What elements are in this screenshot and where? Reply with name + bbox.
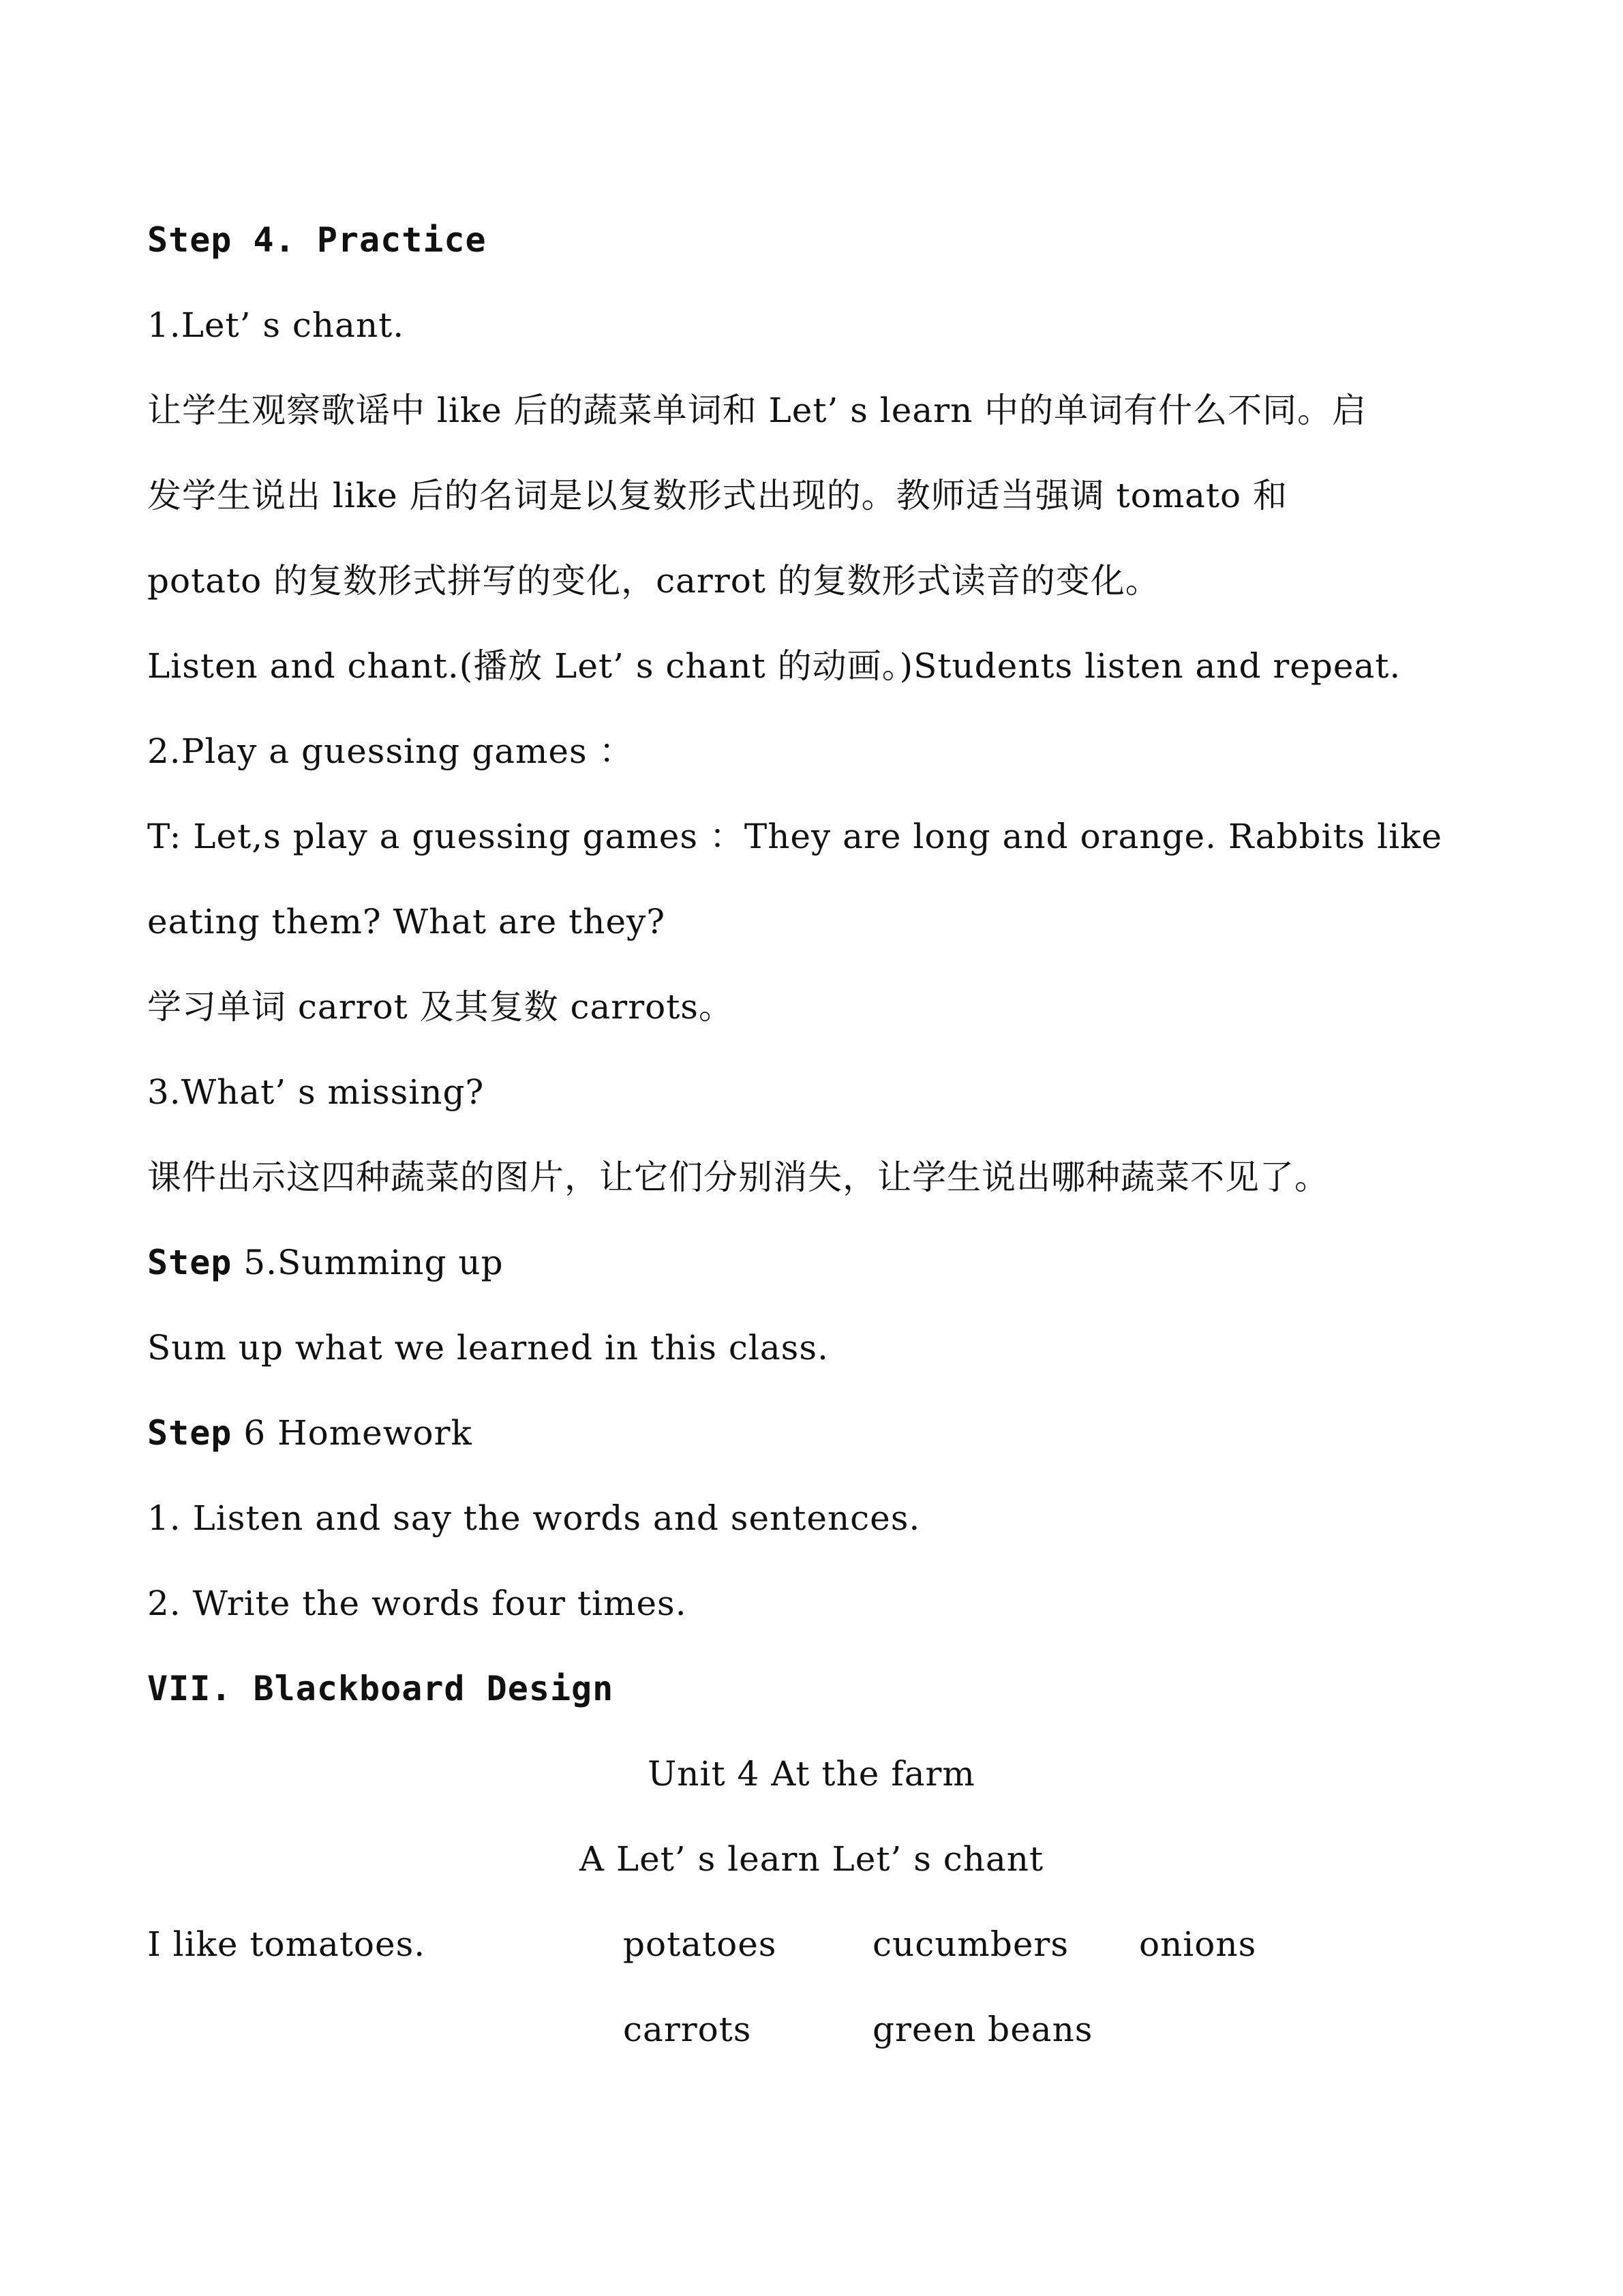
blackboard-word: potatoes	[623, 1924, 777, 1964]
blackboard-title: Unit 4 At the farm	[648, 1754, 975, 1794]
item3-line1: 课件出示这四种蔬菜的图片，让它们分别消失，让学生说出哪种蔬菜不见了。	[147, 1158, 1329, 1197]
blackboard-subtitle: A Let’ s learn Let’ s chant	[579, 1839, 1044, 1879]
blackboard-word: onions	[1139, 1924, 1257, 1964]
blackboard-sentence: I like tomatoes.	[147, 1924, 426, 1964]
item1-paragraph-line3: potato 的复数形式拼写的变化，carrot 的复数形式读音的变化。	[147, 561, 1160, 601]
step5-heading	[147, 1242, 504, 1283]
step6-line1: 1. Listen and say the words and sentences.	[147, 1498, 921, 1538]
item2-line2: eating them? What are they?	[147, 902, 666, 941]
item1-paragraph-line1: 让学生观察歌谣中 like 后的蔬菜单词和 Let’ s learn 中的单词有什么不同。启	[147, 391, 1367, 430]
step4-title: Step 4. Practice	[147, 220, 487, 260]
step6-title: 6 Homework	[232, 1413, 472, 1453]
step6-label: Step	[147, 1413, 232, 1453]
item1-listen-line: Listen and chant.(播放 Let’ s chant 的动画。)Students listen and repeat.	[147, 646, 1401, 686]
item2-title: 2.Play a guessing games ：	[147, 731, 634, 771]
blackboard-word: green beans	[873, 2010, 1093, 2049]
item1-paragraph-line2: 发学生说出 like 后的名词是以复数形式出现的。教师适当强调 tomato 和	[147, 476, 1288, 515]
item3-title: 3.What’ s missing?	[147, 1072, 485, 1112]
blackboard-heading: VII. Blackboard Design	[147, 1669, 614, 1708]
blackboard-word: cucumbers	[873, 1924, 1069, 1964]
item2-line3: 学习单词 carrot 及其复数 carrots。	[147, 987, 733, 1027]
step5-title: 5.Summing up	[232, 1243, 504, 1282]
blackboard-word: carrots	[623, 2010, 752, 2049]
step5-label: Step	[147, 1243, 232, 1282]
step6-line2: 2. Write the words four times.	[147, 1584, 687, 1623]
item2-line1: T: Let,s play a guessing games ：They are long and orange. Rabbits like	[147, 817, 1442, 856]
item1-title: 1.Let’ s chant.	[147, 305, 405, 345]
step5-line1: Sum up what we learned in this class.	[147, 1328, 829, 1368]
step6-heading	[147, 1413, 472, 1453]
